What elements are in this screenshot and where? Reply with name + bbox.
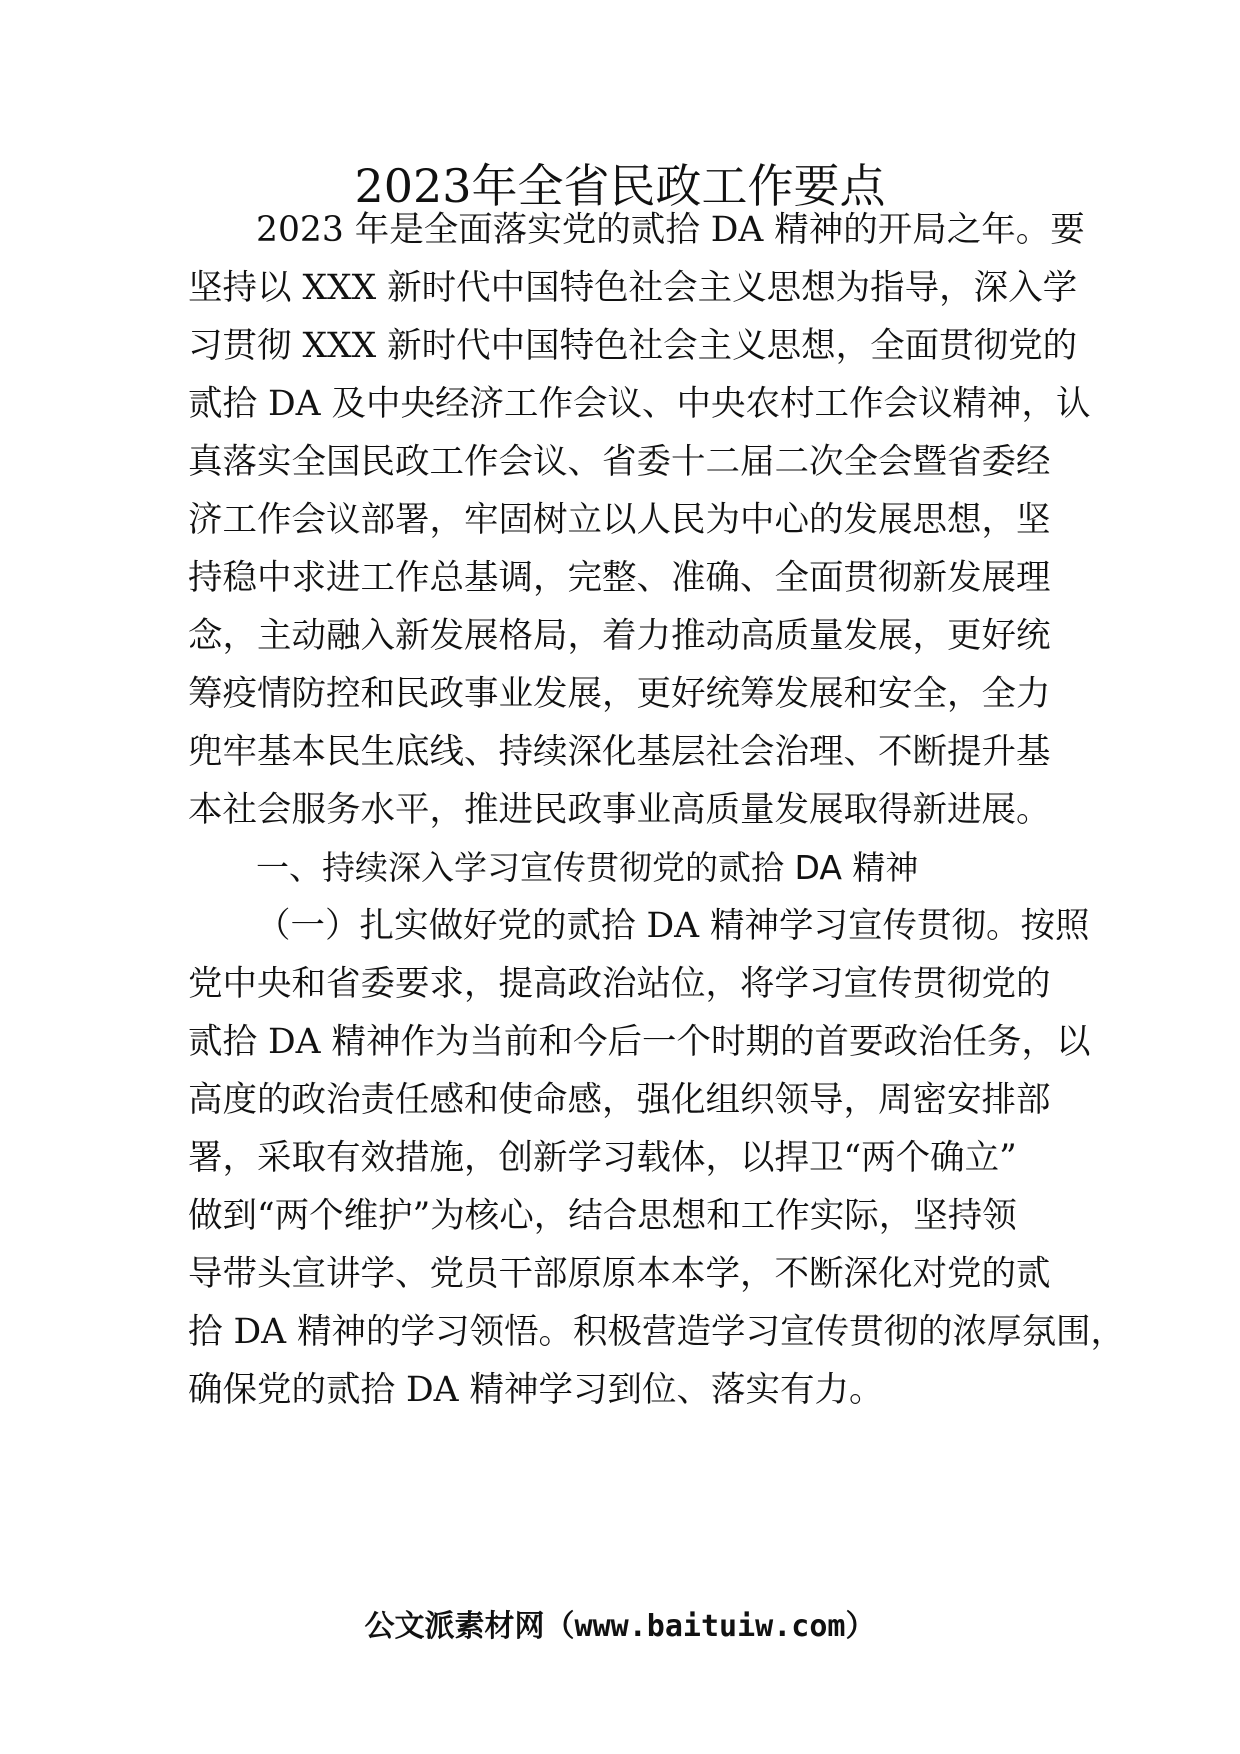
intro-line: 贰拾 DA 及中央经济工作会议、中央农村工作会议精神，认 <box>188 384 1091 424</box>
section-line: 做到“两个维护”为核心，结合思想和工作实际，坚持领 <box>188 1196 1017 1236</box>
section-heading: 一、持续深入学习宣传贯彻党的贰拾 DA 精神 <box>256 848 919 887</box>
intro-line: 济工作会议部署，牢固树立以人民为中心的发展思想，坚 <box>188 500 1051 540</box>
intro-line: 2023 年是全面落实党的贰拾 DA 精神的开局之年。要 <box>256 210 1085 250</box>
intro-line: 筹疫情防控和民政事业发展，更好统筹发展和安全，全力 <box>188 674 1051 714</box>
section-line: 党中央和省委要求，提高政治站位，将学习宣传贯彻党的 <box>188 964 1051 1004</box>
intro-line: 习贯彻 XXX 新时代中国特色社会主义思想，全面贯彻党的 <box>188 326 1078 366</box>
section-line: 署，采取有效措施，创新学习载体，以捍卫“两个确立” <box>188 1138 1017 1178</box>
intro-line: 真落实全国民政工作会议、省委十二届二次全会暨省委经 <box>188 442 1051 482</box>
section-line: （一）扎实做好党的贰拾 DA 精神学习宣传贯彻。按照 <box>256 906 1090 946</box>
section-line: 确保党的贰拾 DA 精神学习到位、落实有力。 <box>188 1370 884 1410</box>
document-title: 2023年全省民政工作要点 <box>354 159 886 213</box>
section-line: 贰拾 DA 精神作为当前和今后一个时期的首要政治任务，以 <box>188 1022 1091 1062</box>
footer-watermark-text: 公文派素材网（www.baituiw.com） <box>364 1609 876 1644</box>
section-line: 拾 DA 精神的学习领悟。积极营造学习宣传贯彻的浓厚氛围， <box>188 1312 1126 1352</box>
intro-line: 念，主动融入新发展格局，着力推动高质量发展，更好统 <box>188 616 1051 656</box>
intro-line: 兜牢基本民生底线、持续深化基层社会治理、不断提升基 <box>188 732 1051 772</box>
intro-line: 本社会服务水平，推进民政事业高质量发展取得新进展。 <box>188 790 1051 830</box>
section-line: 高度的政治责任感和使命感，强化组织领导，周密安排部 <box>188 1080 1051 1120</box>
intro-line: 坚持以 XXX 新时代中国特色社会主义思想为指导，深入学 <box>188 268 1078 308</box>
section-line: 导带头宣讲学、党员干部原原本本学，不断深化对党的贰 <box>188 1254 1051 1294</box>
intro-line: 持稳中求进工作总基调，完整、准确、全面贯彻新发展理 <box>188 558 1051 598</box>
